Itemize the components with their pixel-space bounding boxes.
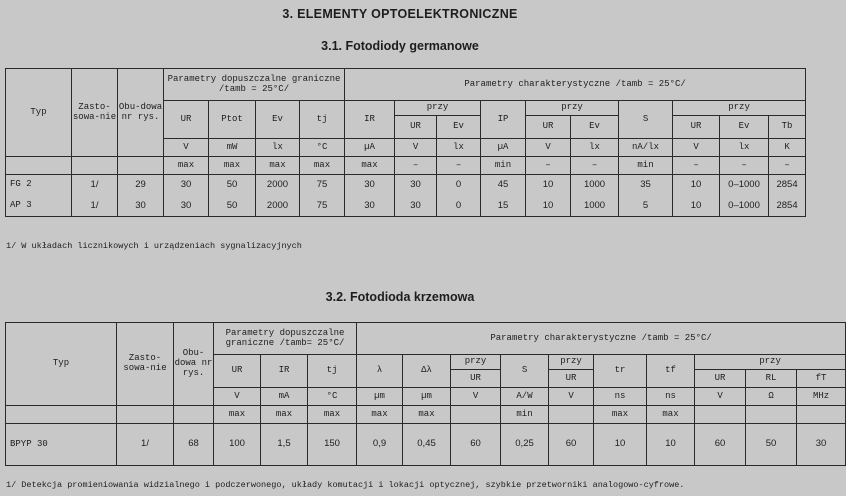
sym-UR: UR: [214, 355, 261, 388]
value-cell: 5: [619, 196, 673, 217]
value-cell: 50: [209, 196, 256, 217]
unit-cell: V: [395, 139, 437, 157]
value-cell: 100: [214, 424, 261, 466]
value-cell: 0: [437, 196, 481, 217]
sym-fT: fT: [797, 370, 846, 388]
value-cell: 2000: [256, 196, 300, 217]
value-cell: 75: [300, 175, 345, 196]
value-cell: 50: [746, 424, 797, 466]
sym-tj: tj: [308, 355, 357, 388]
sym-UR: UR: [451, 370, 501, 388]
value-cell: 0,25: [501, 424, 549, 466]
col-typ-header: Typ: [6, 323, 117, 406]
unit-cell: K: [769, 139, 806, 157]
value-cell: 1000: [571, 196, 619, 217]
unit-cell: V: [451, 388, 501, 406]
row-typ: AP 3: [6, 196, 72, 217]
value-cell: 30: [345, 175, 395, 196]
sym-lambda: λ: [357, 355, 403, 388]
col-zastosowanie-header: Zasto-sowa-nie: [72, 69, 118, 157]
value-cell: 30: [395, 175, 437, 196]
sym-Ptot: Ptot: [209, 101, 256, 139]
table-row: [6, 196, 806, 217]
value-cell: 0–1000: [720, 196, 769, 217]
sym-IR: IR: [261, 355, 308, 388]
table1-footnote: 1/ W układach licznikowych i urządzeniach sygnalizacyjnych: [6, 241, 302, 251]
value-cell: 30: [345, 196, 395, 217]
row-obud: 30: [118, 196, 164, 217]
sym-RL: RL: [746, 370, 797, 388]
unit-cell: Ω: [746, 388, 797, 406]
sym-UR: UR: [549, 370, 594, 388]
limit-cell: –: [526, 157, 571, 175]
limit-cell: –: [673, 157, 720, 175]
silicon-photodiode-table: [5, 322, 846, 466]
blank-cell: [72, 157, 118, 175]
value-cell: 2000: [256, 175, 300, 196]
przy-label: przy: [395, 101, 481, 116]
unit-cell: mA: [261, 388, 308, 406]
unit-cell: lx: [571, 139, 619, 157]
value-cell: 30: [164, 175, 209, 196]
value-cell: 75: [300, 196, 345, 217]
value-cell: 1,5: [261, 424, 308, 466]
sym-IP: IP: [481, 101, 526, 139]
limit-cell: max: [256, 157, 300, 175]
col-obudowa-header: Obu-dowa nr rys.: [174, 323, 214, 406]
przy-label: przy: [673, 101, 806, 116]
sym-Ev: Ev: [720, 116, 769, 139]
limit-cell: max: [647, 406, 695, 424]
unit-cell: lx: [720, 139, 769, 157]
sym-Ev: Ev: [437, 116, 481, 139]
value-cell: 2854: [769, 175, 806, 196]
sym-UR: UR: [395, 116, 437, 139]
limit-cell: min: [619, 157, 673, 175]
value-cell: 60: [549, 424, 594, 466]
limit-cell: [746, 406, 797, 424]
table1-heading: 3.1. Fotodiody germanowe: [321, 39, 479, 53]
przy-label: przy: [549, 355, 594, 370]
table2-footnote: 1/ Detekcja promieniowania widzialnego i podczerwonego, układy komutacji i lokacji optycznej, szybkie przetworniki analogowo-cyfrowe.: [6, 480, 685, 490]
limit-cell: –: [769, 157, 806, 175]
value-cell: 10: [647, 424, 695, 466]
row-zast: 1/: [72, 175, 118, 196]
limit-cell: [451, 406, 501, 424]
unit-cell: V: [549, 388, 594, 406]
limit-cell: max: [214, 406, 261, 424]
value-cell: 0: [437, 175, 481, 196]
value-cell: 60: [695, 424, 746, 466]
limit-cell: [695, 406, 746, 424]
limit-cell: min: [501, 406, 549, 424]
sym-S: S: [501, 355, 549, 388]
limit-cell: max: [308, 406, 357, 424]
col-obudowa-header: Obu-dowa nr rys.: [118, 69, 164, 157]
limit-cell: –: [395, 157, 437, 175]
value-cell: 60: [451, 424, 501, 466]
limit-cell: –: [437, 157, 481, 175]
limit-cell: max: [164, 157, 209, 175]
limit-cell: max: [300, 157, 345, 175]
sym-UR: UR: [526, 116, 571, 139]
blank-cell: [174, 406, 214, 424]
group-charakterystyczne-header: Parametry charakterystyczne /tamb = 25°C/: [345, 69, 806, 101]
table-row: [6, 424, 846, 466]
group-dopuszczalne-header: Parametry dopuszczalne graniczne /tamb = 25°C/: [164, 69, 345, 101]
sym-Ev: Ev: [256, 101, 300, 139]
unit-cell: V: [164, 139, 209, 157]
sym-Tb: Tb: [769, 116, 806, 139]
unit-cell: lx: [437, 139, 481, 157]
row-typ: BPYP 30: [6, 424, 117, 466]
unit-cell: V: [673, 139, 720, 157]
value-cell: 10: [673, 175, 720, 196]
unit-cell: nA/lx: [619, 139, 673, 157]
row-zast: 1/: [72, 196, 118, 217]
row-zast: 1/: [117, 424, 174, 466]
unit-cell: °C: [300, 139, 345, 157]
unit-cell: °C: [308, 388, 357, 406]
germanium-photodiodes-table: [5, 68, 806, 217]
unit-cell: ns: [594, 388, 647, 406]
limit-cell: max: [594, 406, 647, 424]
row-obud: 29: [118, 175, 164, 196]
value-cell: 30: [395, 196, 437, 217]
row-typ: FG 2: [6, 175, 72, 196]
limit-cell: max: [345, 157, 395, 175]
col-zastosowanie-header: Zasto-sowa-nie: [117, 323, 174, 406]
sym-tj: tj: [300, 101, 345, 139]
unit-cell: µA: [481, 139, 526, 157]
unit-cell: V: [214, 388, 261, 406]
unit-cell: lx: [256, 139, 300, 157]
group-charakterystyczne-header: Parametry charakterystyczne /tamb = 25°C/: [357, 323, 846, 355]
limit-cell: max: [209, 157, 256, 175]
section-heading: 3. ELEMENTY OPTOELEKTRONICZNE: [282, 7, 518, 21]
przy-label: przy: [451, 355, 501, 370]
unit-cell: mW: [209, 139, 256, 157]
limit-cell: [549, 406, 594, 424]
blank-cell: [118, 157, 164, 175]
unit-cell: µm: [403, 388, 451, 406]
blank-cell: [6, 157, 72, 175]
sym-UR: UR: [695, 370, 746, 388]
blank-cell: [6, 406, 117, 424]
value-cell: 15: [481, 196, 526, 217]
limit-cell: –: [571, 157, 619, 175]
value-cell: 150: [308, 424, 357, 466]
sym-tf: tf: [647, 355, 695, 388]
unit-cell: V: [526, 139, 571, 157]
value-cell: 0,45: [403, 424, 451, 466]
table2-heading: 3.2. Fotodioda krzemowa: [325, 290, 475, 304]
value-cell: 10: [526, 196, 571, 217]
sym-UR: UR: [164, 101, 209, 139]
unit-cell: V: [695, 388, 746, 406]
sym-delta-lambda: Δλ: [403, 355, 451, 388]
value-cell: 45: [481, 175, 526, 196]
przy-label: przy: [526, 101, 619, 116]
unit-cell: A/W: [501, 388, 549, 406]
value-cell: 10: [673, 196, 720, 217]
col-typ-header: Typ: [6, 69, 72, 157]
limit-cell: max: [261, 406, 308, 424]
sym-IR: IR: [345, 101, 395, 139]
limit-cell: max: [357, 406, 403, 424]
value-cell: 1000: [571, 175, 619, 196]
value-cell: 0,9: [357, 424, 403, 466]
value-cell: 30: [797, 424, 846, 466]
sym-S: S: [619, 101, 673, 139]
value-cell: 35: [619, 175, 673, 196]
limit-cell: max: [403, 406, 451, 424]
value-cell: 2854: [769, 196, 806, 217]
sym-Ev: Ev: [571, 116, 619, 139]
unit-cell: µm: [357, 388, 403, 406]
limit-cell: –: [720, 157, 769, 175]
table-row: [6, 175, 806, 196]
unit-cell: MHz: [797, 388, 846, 406]
value-cell: 10: [526, 175, 571, 196]
limit-cell: [797, 406, 846, 424]
value-cell: 10: [594, 424, 647, 466]
value-cell: 30: [164, 196, 209, 217]
limit-cell: min: [481, 157, 526, 175]
sym-tr: tr: [594, 355, 647, 388]
group-dopuszczalne-header: Parametry dopuszczalne graniczne /tamb= 25°C/: [214, 323, 357, 355]
unit-cell: ns: [647, 388, 695, 406]
row-obud: 68: [174, 424, 214, 466]
value-cell: 0–1000: [720, 175, 769, 196]
przy-label: przy: [695, 355, 846, 370]
value-cell: 50: [209, 175, 256, 196]
unit-cell: µA: [345, 139, 395, 157]
blank-cell: [117, 406, 174, 424]
sym-UR: UR: [673, 116, 720, 139]
